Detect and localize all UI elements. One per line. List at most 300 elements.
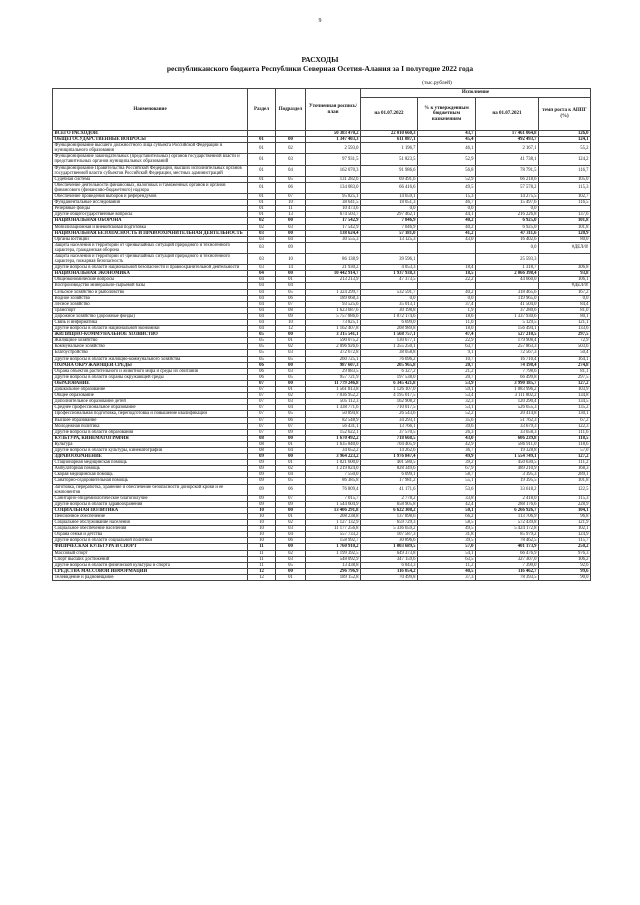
row-growth: 93,8 xyxy=(539,271,591,277)
header-on-date-2022: на 01.07.2022 xyxy=(361,98,418,131)
row-name: Фундаментальные исследования xyxy=(53,200,248,206)
row-growth: 503,6 xyxy=(539,344,591,350)
row-razdel: 07 xyxy=(248,417,276,423)
row-executed-2022: 611 087,1 xyxy=(361,137,418,143)
row-plan: 7 036 952,2 xyxy=(306,393,361,399)
row-growth: 297,5 xyxy=(539,374,591,380)
row-executed-2022: 17 981,2 xyxy=(361,478,418,484)
row-pct: 63,5 xyxy=(418,556,476,562)
row-name: ФИЗИЧЕСКАЯ КУЛЬТУРА И СПОРТ xyxy=(53,544,248,550)
row-pct: 26,3 xyxy=(418,429,476,435)
row-pct: 59,1 xyxy=(418,387,476,393)
row-name: Среднее профессиональное образование xyxy=(53,405,248,411)
row-growth: #ДЕЛ/0! xyxy=(539,242,591,253)
row-growth: 134,5 xyxy=(539,399,591,405)
row-name: Водное хозяйство xyxy=(53,295,248,301)
row-podrazdel: 03 xyxy=(276,399,306,405)
row-pct: 41,2 xyxy=(418,230,476,236)
row-pct: 35,6 xyxy=(418,417,476,423)
row-pct: 36,7 xyxy=(418,447,476,453)
row-pct: 53,9 xyxy=(418,380,476,386)
row-executed-2021: 1 554 749,1 xyxy=(476,454,539,460)
row-name: ОБРАЗОВАНИЕ xyxy=(53,380,248,386)
row-executed-2022 xyxy=(361,242,418,253)
row-executed-2022: 828 349,6 xyxy=(361,466,418,472)
row-podrazdel: 07 xyxy=(276,194,306,200)
row-razdel: 04 xyxy=(248,301,276,307)
row-growth: 84,4 xyxy=(539,301,591,307)
row-growth: 111,6 xyxy=(539,429,591,435)
row-name: Связь и информатика xyxy=(53,320,248,326)
row-pct: 43,0 xyxy=(418,236,476,242)
row-growth: 90,0 xyxy=(539,574,591,580)
row-podrazdel: 01 xyxy=(276,277,306,283)
row-executed-2022: 47 373,5 xyxy=(361,277,418,283)
row-pct: 11,2 xyxy=(418,562,476,568)
row-executed-2021: 216 226,8 xyxy=(476,212,539,218)
row-plan xyxy=(306,242,361,253)
row-executed-2021: 41 504,0 xyxy=(476,301,539,307)
row-razdel: 11 xyxy=(248,544,276,550)
header-execution: Исполнение xyxy=(361,89,591,98)
row-razdel: 07 xyxy=(248,393,276,399)
row-name: ОБЩЕГОСУДАРСТВЕННЫЕ ВОПРОСЫ xyxy=(53,137,248,143)
row-razdel: 07 xyxy=(248,429,276,435)
row-podrazdel: 01 xyxy=(276,387,306,393)
row-razdel: 07 xyxy=(248,405,276,411)
row-growth: 121,9 xyxy=(539,520,591,526)
row-pct: 18,4 xyxy=(418,265,476,271)
row-executed-2021: 489 210,9 xyxy=(476,466,539,472)
row-podrazdel: 01 xyxy=(276,460,306,466)
row-name: Другие вопросы в области культуры, кинематографии xyxy=(53,447,248,453)
row-podrazdel: 05 xyxy=(276,562,306,568)
table-body xyxy=(53,131,591,581)
row-growth: 297,5 xyxy=(539,332,591,338)
row-pct: 44,1 xyxy=(418,212,476,218)
row-razdel: 08 xyxy=(248,435,276,441)
row-pct: 20,7 xyxy=(418,374,476,380)
row-razdel: 01 xyxy=(248,137,276,143)
row-name: Общее образование xyxy=(53,393,248,399)
row-growth: 120,9 xyxy=(539,230,591,236)
row-razdel: 10 xyxy=(248,507,276,513)
row-pct: 43,0 xyxy=(418,435,476,441)
row-name: Резервные фонды xyxy=(53,206,248,212)
row-executed-2022: 658 905,8 xyxy=(361,501,418,507)
row-executed-2022: 76 696,2 xyxy=(361,356,418,362)
row-growth: 124,1 xyxy=(539,137,591,143)
row-executed-2021: 37 280,6 xyxy=(476,307,539,313)
row-pct: 15,3 xyxy=(418,194,476,200)
row-podrazdel: 09 xyxy=(276,242,306,253)
row-executed-2022: 7 046,9 xyxy=(361,224,418,230)
row-razdel: 01 xyxy=(248,200,276,206)
row-podrazdel: 09 xyxy=(276,429,306,435)
row-pct: 58,7 xyxy=(418,472,476,478)
row-podrazdel: 07 xyxy=(276,423,306,429)
row-name: Другие вопросы в области здравоохранения xyxy=(53,501,248,507)
row-executed-2022: 14 659,1 xyxy=(361,194,418,200)
row-pct: 40,2 xyxy=(418,224,476,230)
row-executed-2022: 1 568 757,1 xyxy=(361,332,418,338)
row-plan: 97 931,5 xyxy=(306,154,361,165)
row-podrazdel: 01 xyxy=(276,338,306,344)
row-pct: 52,2 xyxy=(418,411,476,417)
row-growth: 106,2 xyxy=(539,556,591,562)
row-executed-2022: 6 699,0 xyxy=(361,320,418,326)
row-growth: 118,6 xyxy=(539,441,591,447)
row-executed-2021: 74 198,4 xyxy=(476,362,539,368)
row-executed-2022: 137 898,6 xyxy=(361,514,418,520)
row-growth: 81,1 xyxy=(539,368,591,374)
row-razdel: 06 xyxy=(248,374,276,380)
row-plan: 1 544 604,9 xyxy=(306,501,361,507)
row-growth: 96,8 xyxy=(539,514,591,520)
row-plan: 5 757 886,6 xyxy=(306,313,361,319)
row-growth xyxy=(539,253,591,264)
table-row xyxy=(53,182,591,193)
row-pct: 40,2 xyxy=(418,289,476,295)
row-podrazdel: 01 xyxy=(276,514,306,520)
row-plan: 86 138,9 xyxy=(306,253,361,264)
row-executed-2022: 69 491,6 xyxy=(361,176,418,182)
row-plan: 557 733,2 xyxy=(306,532,361,538)
row-razdel: 04 xyxy=(248,277,276,283)
row-pct: 22,2 xyxy=(418,277,476,283)
row-executed-2021: 6 266 926,7 xyxy=(476,507,539,513)
row-pct: 66,2 xyxy=(418,514,476,520)
row-pct: 39,6 xyxy=(418,423,476,429)
row-name: Другие вопросы в области физической культуры и спорта xyxy=(53,562,248,568)
row-plan: 7 015,7 xyxy=(306,495,361,501)
row-executed-2022: 704 405,9 xyxy=(361,441,418,447)
row-pct: 53,1 xyxy=(418,405,476,411)
row-razdel: 08 xyxy=(248,441,276,447)
row-executed-2022: 130 677,1 xyxy=(361,338,418,344)
row-executed-2022: 1 976 847,4 xyxy=(361,454,418,460)
table-row xyxy=(53,253,591,264)
row-plan: 11 779 246,8 xyxy=(306,380,361,386)
row-plan: 86 385,8 xyxy=(306,478,361,484)
row-executed-2021: 318 465,6 xyxy=(476,289,539,295)
row-executed-2022: 347 159,6 xyxy=(361,556,418,562)
row-name: Дополнительное образование детей xyxy=(53,399,248,405)
row-plan: 957 721,9 xyxy=(306,374,361,380)
row-plan: 987 607,3 xyxy=(306,362,361,368)
title-line-1: РАСХОДЫ xyxy=(301,55,339,64)
row-pct: 22,9 xyxy=(418,338,476,344)
row-podrazdel: 02 xyxy=(276,466,306,472)
row-podrazdel: 11 xyxy=(276,206,306,212)
row-podrazdel: 06 xyxy=(276,484,306,495)
row-name: КУЛЬТУРА, КИНЕМАТОГРАФИЯ xyxy=(53,435,248,441)
row-plan: 2 593,0 xyxy=(306,143,361,154)
row-razdel: 05 xyxy=(248,332,276,338)
row-executed-2021: 19 395,5 xyxy=(476,478,539,484)
row-executed-2021: 116 462,7 xyxy=(476,568,539,574)
row-razdel: 07 xyxy=(248,387,276,393)
row-executed-2022: 51 823,5 xyxy=(361,154,418,165)
row-plan: 34 652,2 xyxy=(306,447,361,453)
row-name: Обеспечение деятельности финансовых, налоговых и таможенных органов и органов финансового (финансово-бюджетного) надзора xyxy=(53,182,248,193)
row-executed-2022: 34 293,1 xyxy=(361,417,418,423)
row-razdel: 08 xyxy=(248,447,276,453)
row-executed-2021: 179 908,4 xyxy=(476,338,539,344)
row-name: Защита населения и территории от чрезвычайных ситуаций природного и техногенного характера, гражданская оборона xyxy=(53,242,248,253)
row-pct: 42,9 xyxy=(418,441,476,447)
row-podrazdel: 03 xyxy=(276,350,306,356)
row-name: Другие вопросы в области охраны окружающей среды xyxy=(53,374,248,380)
row-name: Другие общегосударственные вопросы xyxy=(53,212,248,218)
row-razdel: 01 xyxy=(248,165,276,176)
row-executed-2021: 288 176,6 xyxy=(476,501,539,507)
row-executed-2022: 197 538,0 xyxy=(361,374,418,380)
row-executed-2022: 1 355 250,1 xyxy=(361,344,418,350)
row-executed-2022: 91 986,6 xyxy=(361,165,418,176)
row-name: Заготовка, переработка, хранение и обеспечение безопасности донорской крови и ее компонентов xyxy=(53,484,248,495)
row-growth: 101,8 xyxy=(539,218,591,224)
row-name: Пенсионное обеспечение xyxy=(53,514,248,520)
row-name: Массовый спорт xyxy=(53,550,248,556)
row-growth: 104,1 xyxy=(539,507,591,513)
row-executed-2021: 6 925,0 xyxy=(476,224,539,230)
row-executed-2022: 13 766,1 xyxy=(361,423,418,429)
row-executed-2022: 0,0 xyxy=(361,206,418,212)
row-razdel: 09 xyxy=(248,454,276,460)
row-podrazdel: 03 xyxy=(276,224,306,230)
row-razdel: 03 xyxy=(248,230,276,236)
row-executed-2021: 526 655,3 xyxy=(476,405,539,411)
row-razdel: 10 xyxy=(248,532,276,538)
row-executed-2022: 26 543,6 xyxy=(361,411,418,417)
row-razdel: 10 xyxy=(248,538,276,544)
row-razdel: 04 xyxy=(248,307,276,313)
row-plan: 1 162 407,8 xyxy=(306,326,361,332)
row-razdel: 01 xyxy=(248,182,276,193)
row-growth: 137,6 xyxy=(539,212,591,218)
row-plan: 213 213,9 xyxy=(306,277,361,283)
row-growth: 121,1 xyxy=(539,320,591,326)
row-name: Санаторно-оздоровительная помощь xyxy=(53,478,248,484)
row-podrazdel: 00 xyxy=(276,332,306,338)
row-executed-2022: 532 591,7 xyxy=(361,289,418,295)
row-razdel: 10 xyxy=(248,526,276,532)
row-podrazdel: 06 xyxy=(276,538,306,544)
row-podrazdel: 04 xyxy=(276,236,306,242)
row-name: Функционирование высшего должностного лица субъекта Российской Федерации и муниципального образования xyxy=(53,143,248,154)
row-razdel: 02 xyxy=(248,224,276,230)
row-pct: 54,1 xyxy=(418,550,476,556)
row-podrazdel: 00 xyxy=(276,380,306,386)
row-razdel: 01 xyxy=(248,206,276,212)
row-executed-2021: 78 791,5 xyxy=(476,165,539,176)
row-executed-2022: 1 126 107,0 xyxy=(361,387,418,393)
row-growth: 72,9 xyxy=(539,338,591,344)
row-executed-2021: 15 497,6 xyxy=(476,200,539,206)
row-growth: 115,3 xyxy=(539,182,591,193)
row-razdel: 02 xyxy=(248,218,276,224)
row-growth: 976,3 xyxy=(539,550,591,556)
row-name: Судебная система xyxy=(53,176,248,182)
row-pct: 33,8 xyxy=(418,495,476,501)
row-executed-2022: 205 965,8 xyxy=(361,362,418,368)
row-name: Амбулаторная помощь xyxy=(53,466,248,472)
row-podrazdel: 02 xyxy=(276,520,306,526)
row-podrazdel: 03 xyxy=(276,556,306,562)
row-podrazdel: 00 xyxy=(276,507,306,513)
header-razdel: Раздел xyxy=(248,89,276,131)
header-pct: % к утвержденным бюджетным назначениям xyxy=(418,98,476,131)
row-razdel: 01 xyxy=(248,154,276,165)
row-executed-2022: 41 171,6 xyxy=(361,484,418,495)
row-growth: 250,2 xyxy=(539,544,591,550)
row-razdel: 11 xyxy=(248,550,276,556)
row-name: Благоустройство xyxy=(53,350,248,356)
row-growth: #ДЕЛ/0! xyxy=(539,283,591,289)
table-row xyxy=(53,154,591,165)
row-razdel: 09 xyxy=(248,478,276,484)
row-executed-2022: 6 622 308,2 xyxy=(361,507,418,513)
row-executed-2021: 2 418,0 xyxy=(476,495,539,501)
row-growth: 116,7 xyxy=(539,165,591,176)
row-name: Коммунальное хозяйство xyxy=(53,344,248,350)
row-name: Молодежная политика xyxy=(53,423,248,429)
row-name: Другие вопросы в области жилищно-коммунального хозяйства xyxy=(53,356,248,362)
row-executed-2021: 44 660,0 xyxy=(476,277,539,283)
row-growth: 122,5 xyxy=(539,484,591,495)
row-growth: 228,9 xyxy=(539,501,591,507)
row-razdel: 03 xyxy=(248,265,276,271)
row-executed-2022: 208 989,8 xyxy=(361,326,418,332)
row-executed-2021: 119 965,0 xyxy=(476,295,539,301)
row-executed-2022: 35 013,1 xyxy=(361,301,418,307)
header-plan: Уточненная роспись/план xyxy=(306,89,361,131)
row-plan: 158 992,7 xyxy=(306,538,361,544)
row-podrazdel: 00 xyxy=(276,137,306,143)
row-growth: 99,6 xyxy=(539,568,591,574)
row-name: Санитарно-эпидемиологическое благополучие xyxy=(53,495,248,501)
row-executed-2021: 85 979,2 xyxy=(476,532,539,538)
row-executed-2022: 6 345 421,8 xyxy=(361,380,418,386)
row-plan: 56 431,1 xyxy=(306,423,361,429)
table-header xyxy=(53,89,591,131)
row-executed-2021: 572 439,8 xyxy=(476,520,539,526)
row-growth: 135,2 xyxy=(539,405,591,411)
row-razdel: 07 xyxy=(248,380,276,386)
row-podrazdel: 04 xyxy=(276,472,306,478)
row-pct: 67,9 xyxy=(418,466,476,472)
row-razdel: 06 xyxy=(248,362,276,368)
row-podrazdel: 04 xyxy=(276,532,306,538)
row-razdel: 04 xyxy=(248,313,276,319)
row-name: Защита населения и территории от чрезвычайных ситуаций природного и техногенного характера, пожарная безопасность xyxy=(53,253,248,264)
row-executed-2021: 113 706,9 xyxy=(476,514,539,520)
row-podrazdel: 05 xyxy=(276,411,306,417)
expenditure-table xyxy=(52,88,591,581)
table-row xyxy=(53,574,591,580)
row-executed-2021: 5 129,5 xyxy=(476,320,539,326)
row-podrazdel: 10 xyxy=(276,320,306,326)
row-executed-2021: 66 218,6 xyxy=(476,176,539,182)
row-name: Стационарная медицинская помощь xyxy=(53,460,248,466)
row-pct: 49,5 xyxy=(418,526,476,532)
row-name: Охрана семьи и детства xyxy=(53,532,248,538)
row-plan: 131 282,6 xyxy=(306,176,361,182)
row-executed-2021: 527 210,5 xyxy=(476,332,539,338)
row-growth: 102,7 xyxy=(539,194,591,200)
row-pct: 52,9 xyxy=(418,176,476,182)
row-podrazdel: 06 xyxy=(276,417,306,423)
row-plan: 2 096 926,6 xyxy=(306,344,361,350)
row-razdel: 03 xyxy=(248,253,276,264)
row-executed-2022: 1 072 174,6 xyxy=(361,313,418,319)
row-pct: 39,5 xyxy=(418,538,476,544)
row-executed-2021: 33 679,3 xyxy=(476,423,539,429)
row-plan: 162 070,3 xyxy=(306,165,361,176)
row-growth: 106,1 xyxy=(539,277,591,283)
row-growth: 122,3 xyxy=(539,423,591,429)
row-razdel: 04 xyxy=(248,295,276,301)
row-pct: 43,7 xyxy=(418,131,476,137)
row-pct: 42,4 xyxy=(418,501,476,507)
header-name: Наименование xyxy=(53,89,248,131)
row-growth: 127,2 xyxy=(539,380,591,386)
row-podrazdel: 03 xyxy=(276,526,306,532)
row-pct: 0,0 xyxy=(418,295,476,301)
row-plan: 1 635 840,0 xyxy=(306,441,361,447)
row-executed-2021: 33 618,2 xyxy=(476,484,539,495)
row-name: ЗДРАВООХРАНЕНИЕ xyxy=(53,454,248,460)
row-pct: 47,4 xyxy=(418,332,476,338)
row-executed-2022: 1 003 689,5 xyxy=(361,544,418,550)
row-podrazdel: 00 xyxy=(276,271,306,277)
row-pct: 58,5 xyxy=(418,520,476,526)
row-name: Функционирование законодательных (представительных) органов государственной власти и представительных органов муниципальных образований xyxy=(53,154,248,165)
row-executed-2022: 718 668,5 xyxy=(361,435,418,441)
row-name: Другие вопросы в области социальной политики xyxy=(53,538,248,544)
row-name: ЖИЛИЩНО-КОММУНАЛЬНОЕ ХОЗЯЙСТВО xyxy=(53,332,248,338)
row-name: Социальное обслуживание населения xyxy=(53,520,248,526)
row-executed-2021: 327 307,0 xyxy=(476,556,539,562)
row-executed-2021: 257 863,3 xyxy=(476,344,539,350)
row-pct: 53,6 xyxy=(418,484,476,495)
row-razdel: 04 xyxy=(248,283,276,289)
row-pct: 55,1 xyxy=(418,478,476,484)
table-row xyxy=(53,165,591,176)
row-executed-2021: 20 414,8 xyxy=(476,411,539,417)
row-executed-2021: 401 173,9 xyxy=(476,544,539,550)
row-razdel: 01 xyxy=(248,176,276,182)
row-name: Скорая медицинская помощь xyxy=(53,472,248,478)
row-pct: 20,7 xyxy=(418,362,476,368)
row-executed-2021: 16 402,6 xyxy=(476,236,539,242)
row-plan: 73 825,1 xyxy=(306,320,361,326)
row-executed-2021: 492 493,7 xyxy=(476,137,539,143)
row-growth: 274,8 xyxy=(539,362,591,368)
row-plan: 50 894,8 xyxy=(306,411,361,417)
row-executed-2022: 0,0 xyxy=(361,295,418,301)
row-executed-2021: 5 424 172,8 xyxy=(476,526,539,532)
row-podrazdel: 05 xyxy=(276,289,306,295)
row-plan: 95 825,1 xyxy=(306,194,361,200)
row-growth: 101,8 xyxy=(539,224,591,230)
table-row xyxy=(53,143,591,154)
row-executed-2021: 2 167,1 xyxy=(476,143,539,154)
row-pct: 10,7 xyxy=(418,356,476,362)
row-name: Другие вопросы в области национальной безопасности и правоохранительной деятельности xyxy=(53,265,248,271)
row-pct: 18,5 xyxy=(418,271,476,277)
